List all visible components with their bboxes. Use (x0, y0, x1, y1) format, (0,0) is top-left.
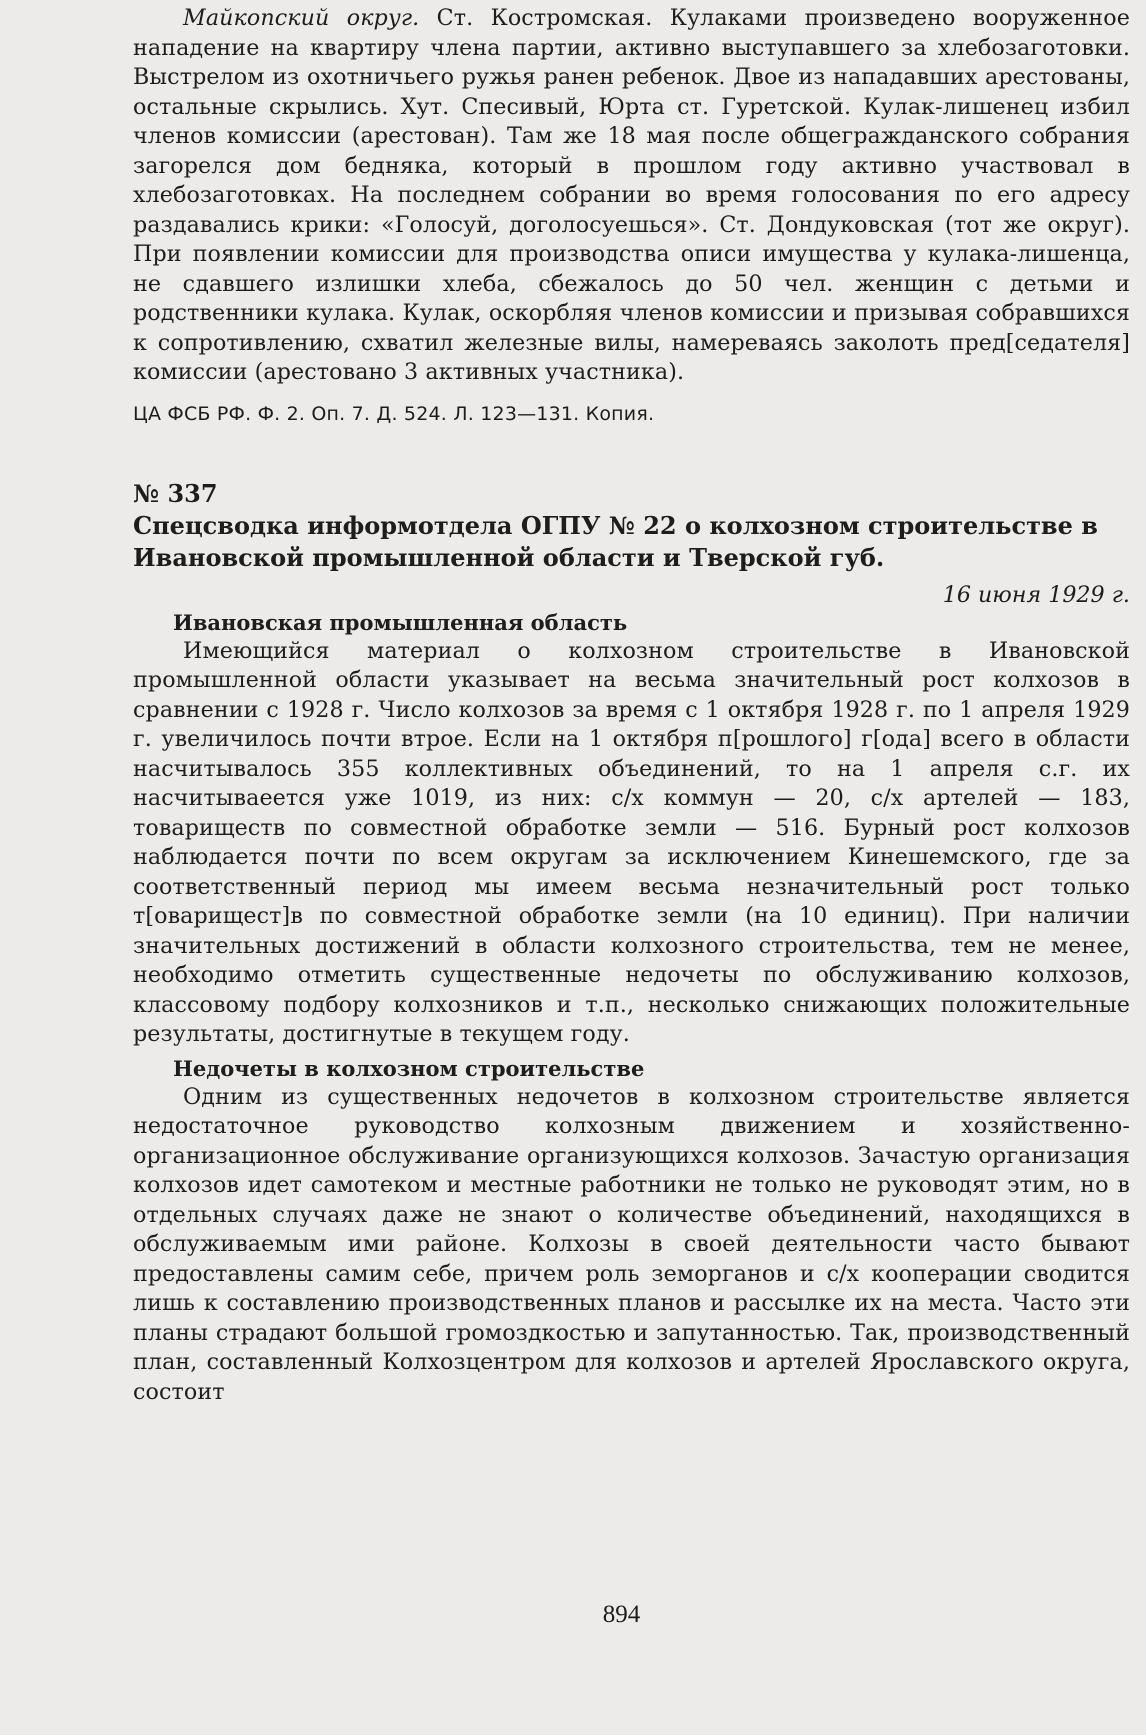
section-text-ivanovo: Имеющийся материал о колхозном строительстве в Ивановской промышленной области указывает на весьма значительный рост колхозов в сравнении с 1928 г. Число колхозов за время с 1 октября 1928 г. по 1 апреля 1929 г. увеличилось почти втрое. Если на 1 октября п[рошлого] г[ода] всего в области насчитывалось 355 коллективных объединений, то на 1 апреля с.г. их насчитываеется уже 1019, из них: с/х коммун — 20, с/х артелей — 183, товариществ по совместной обработке земли — 516. Бурный рост колхозов наблюдается почти по всем округам за исключением Кинешемского, где за соответственный период мы имеем весьма незначительный рост только т[оварищест]в по совместной обработке земли (на 10 единиц). При наличии значительных достижений в области колхозного строительства, тем не менее, необходимо отметить существенные недочеты по обслуживанию колхозов, классовому подбору колхозников и т.п., несколько снижающих положительные результаты, достигнутые в текущем году. (133, 637, 1130, 1047)
document-title: Спецсводка информотдела ОГПУ № 22 о колхозном строительстве в Ивановской промышленной области и Тверской губ. (133, 510, 1098, 572)
document-number: № 337 (133, 478, 218, 508)
page-number: 894 (602, 1601, 641, 1628)
section-heading-shortcomings: Недочеты в колхозном строительстве (173, 1055, 645, 1081)
previous-document-text: Ст. Костромская. Кулаками произведено вооруженное нападение на квартиру члена партии, активно выступавшего за хлебозаготовки. Выстрелом из охотничьего ружья ранен ребенок. Двое из нападавших арестованы, остальные скрылись. Хут. Спесивый, Юрта ст. Гуретской. Кулак-лишенец избил членов комиссии (арестован). Там же 18 мая после общегражданского собрания загорелся дом бедняка, который в прошлом году активно участвовал в хлебозаготовках. На последнем собрании во время голосования по его адресу раздавались крики: «Голосуй, доголосуешься». Ст. Дондуковская (тот же округ). При появлении комиссии для производства описи имущества у кулака-лишенца, не сдавшего излишки хлеба, сбежалось до 50 чел. женщин с детьми и родственники кулака. Кулак, оскорбляя членов комиссии и призывая собравшихся к сопротивлению, схватил железные вилы, намереваясь заколоть пред[седателя] комиссии (арестовано 3 активных участника). (133, 5, 1130, 385)
previous-document-paragraph (133, 4, 1130, 388)
document-date: 16 июня 1929 г. (942, 581, 1130, 608)
archive-source-reference: ЦА ФСБ РФ. Ф. 2. Оп. 7. Д. 524. Л. 123—131. Копия. (133, 402, 655, 425)
section-heading-ivanovo: Ивановская промышленная область (173, 609, 628, 635)
district-name: Майкопский округ. (183, 5, 420, 31)
section-text-shortcomings: Одним из существенных недочетов в колхозном строительстве является недостаточное руководство колхозным движением и хозяйственно-организационное обслуживание организующихся колхозов. Зачастую организация колхозов идет самотеком и местные работники не только не руководят этим, но в отдельных случаях даже не знают о количестве объединений, находящихся в обслуживаемым ими районе. Колхозы в своей деятельности часто бывают предоставлены самим себе, причем роль земорганов и с/х кооперации сводится лишь к составлению производственных планов и рассылке их на места. Часто эти планы страдают большой громоздкостью и запутанностью. Так, производственный план, составленный Колхозцентром для колхозов и артелей Ярославского округа, состоит (133, 1083, 1130, 1405)
